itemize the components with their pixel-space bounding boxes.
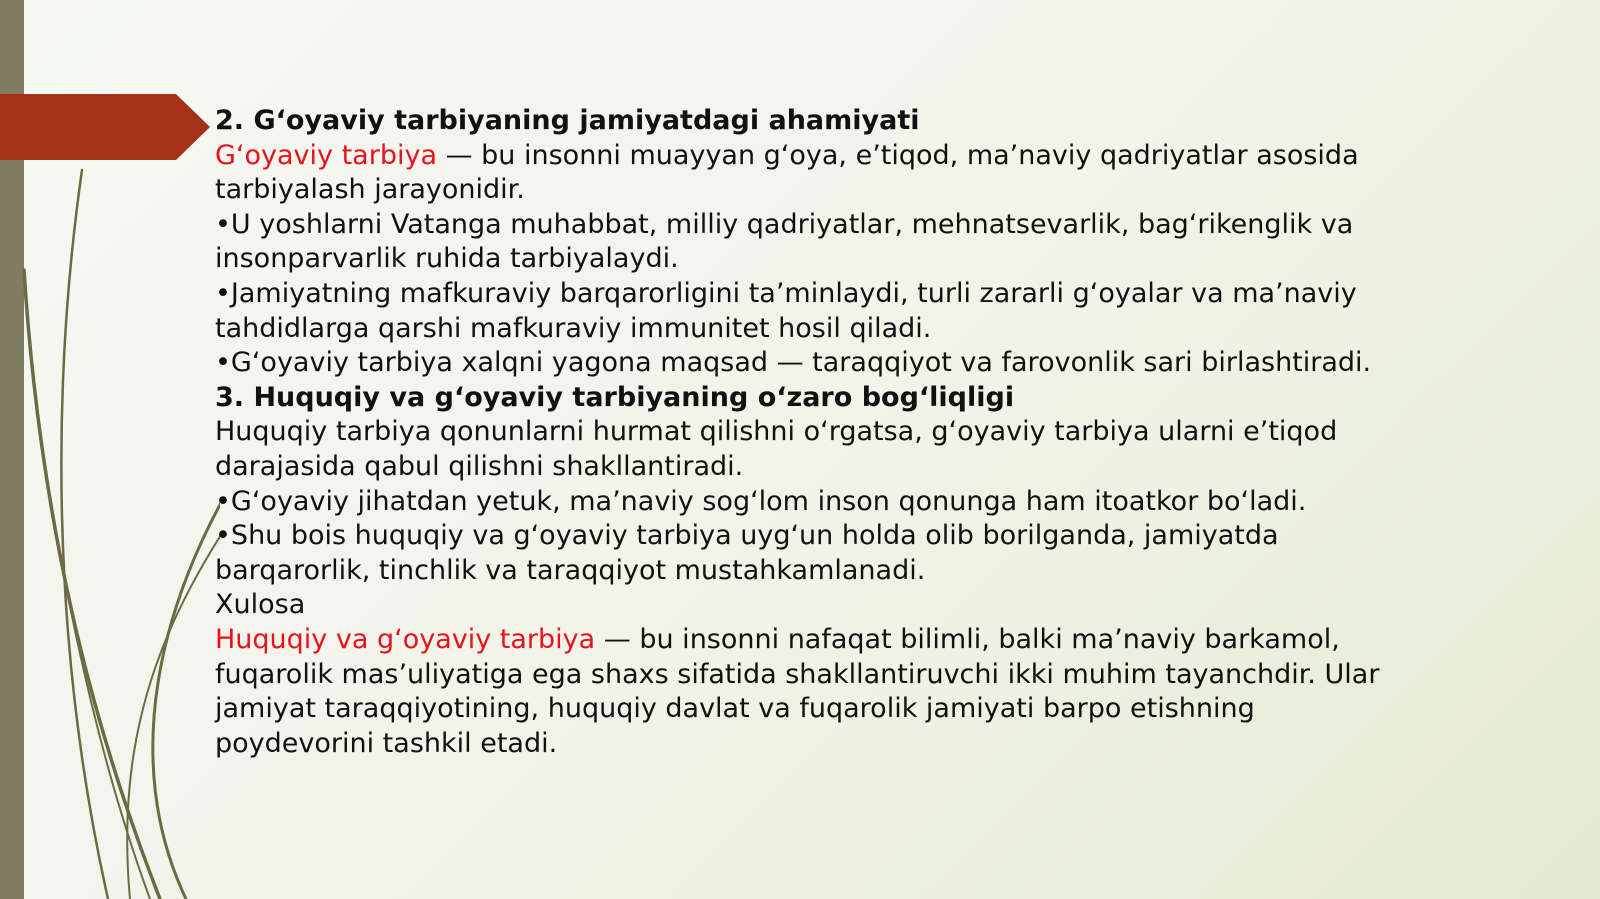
conclusion-term: Huquqiy va g‘oyaviy tarbiya [215,623,596,655]
definition-text: — bu insonni muayyan g‘oya, e’tiqod, ma’naviy qadriyatlar asosida tarbiyalash jarayonidir. [215,139,1359,206]
bullet-item: •Jamiyatning mafkuraviy barqarorligini ta’minlaydi, turli zararli g‘oyalar va ma’naviy tahdidlarga qarshi mafkuraviy immunitet hosil qiladi. [215,277,1357,344]
section-heading-2: 2. G‘oyaviy tarbiyaning jamiyatdagi ahamiyati [215,105,920,136]
section-heading-3: 3. Huquqiy va g‘oyaviy tarbiyaning o‘zaro bog‘liqligi [215,381,1015,413]
bullet-item: •U yoshlarni Vatanga muhabbat, milliy qadriyatlar, mehnatsevarlik, bag‘rikenglik va insonparvarlik ruhida tarbiyalaydi. [215,208,1354,275]
definition-paragraph [215,139,1395,208]
bullet-item: •G‘oyaviy jihatdan yetuk, ma’naviy sog‘lom inson qonunga ham itoatkor bo‘ladi. [215,485,1307,517]
definition-term: G‘oyaviy tarbiya [215,139,437,171]
relation-paragraph: Huquqiy tarbiya qonunlarni hurmat qilishni o‘rgatsa, g‘oyaviy tarbiya ularni e’tiqod darajasida qabul qilishni shakllantiradi. [215,416,1338,482]
title-arrow-shape [0,94,210,160]
bullet-item: •G‘oyaviy tarbiya xalqni yagona maqsad — taraqqiyot va farovonlik sari birlashtiradi. [215,347,1372,379]
bullet-item: •Shu bois huquqiy va g‘oyaviy tarbiya uyg‘un holda olib borilganda, jamiyatda barqarorlik, tinchlik va taraqqiyot mustahkamlanadi. [215,520,1279,586]
conclusion-paragraph [215,623,1395,761]
slide-body [215,104,1395,761]
conclusion-text: — bu insonni nafaqat bilimli, balki ma’naviy barkamol, fuqarolik mas’uliyatiga ega shaxs sifatida shakllantiruvchi ikki muhim tayanchdir. Ular jamiyat taraqqiyotining, huquqiy davlat va fuqarolik jamiyati barpo etishning poydevorini tashkil etadi. [215,623,1380,759]
conclusion-label: Xulosa [215,589,306,621]
